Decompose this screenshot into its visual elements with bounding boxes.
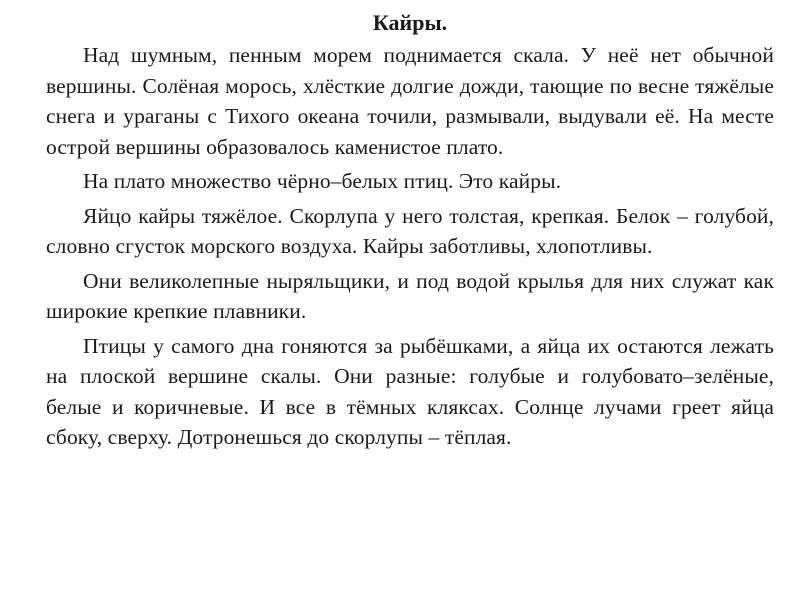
paragraph-1: Над шумным, пенным морем поднимается скала. У неё нет обычной вершины. Солёная морось, хлёсткие долгие дожди, тающие по весне тяжёлые снега и ураганы с Тихого океана точили, размывали, выдували её. На месте острой вершины образовалось каменистое плато. [46, 43, 774, 159]
document-title: Кайры. [372, 10, 448, 35]
paragraph-2: На плато множество чёрно–белых птиц. Это кайры. [83, 169, 562, 193]
paragraph-4: Они великолепные ныряльщики, и под водой крылья для них служат как широкие крепкие плавники. [46, 268, 774, 323]
paragraph-5: Птицы у самого дна гоняются за рыбёшками, а яйца их остаются лежать на плоской вершине скалы. Они разные: голубые и голубовато–зелёные, белые и коричневые. И все в тёмных кляксах. Солнце лучами греет яйца сбоку, сверху. Дотронешься до скорлупы – тёплая. [46, 333, 774, 449]
paragraph-3: Яйцо кайры тяжёлое. Скорлупа у него толстая, крепкая. Белок – голубой, словно сгусток морского воздуха. Кайры заботливы, хлопотливы. [46, 203, 774, 258]
document-page [46, 8, 774, 457]
